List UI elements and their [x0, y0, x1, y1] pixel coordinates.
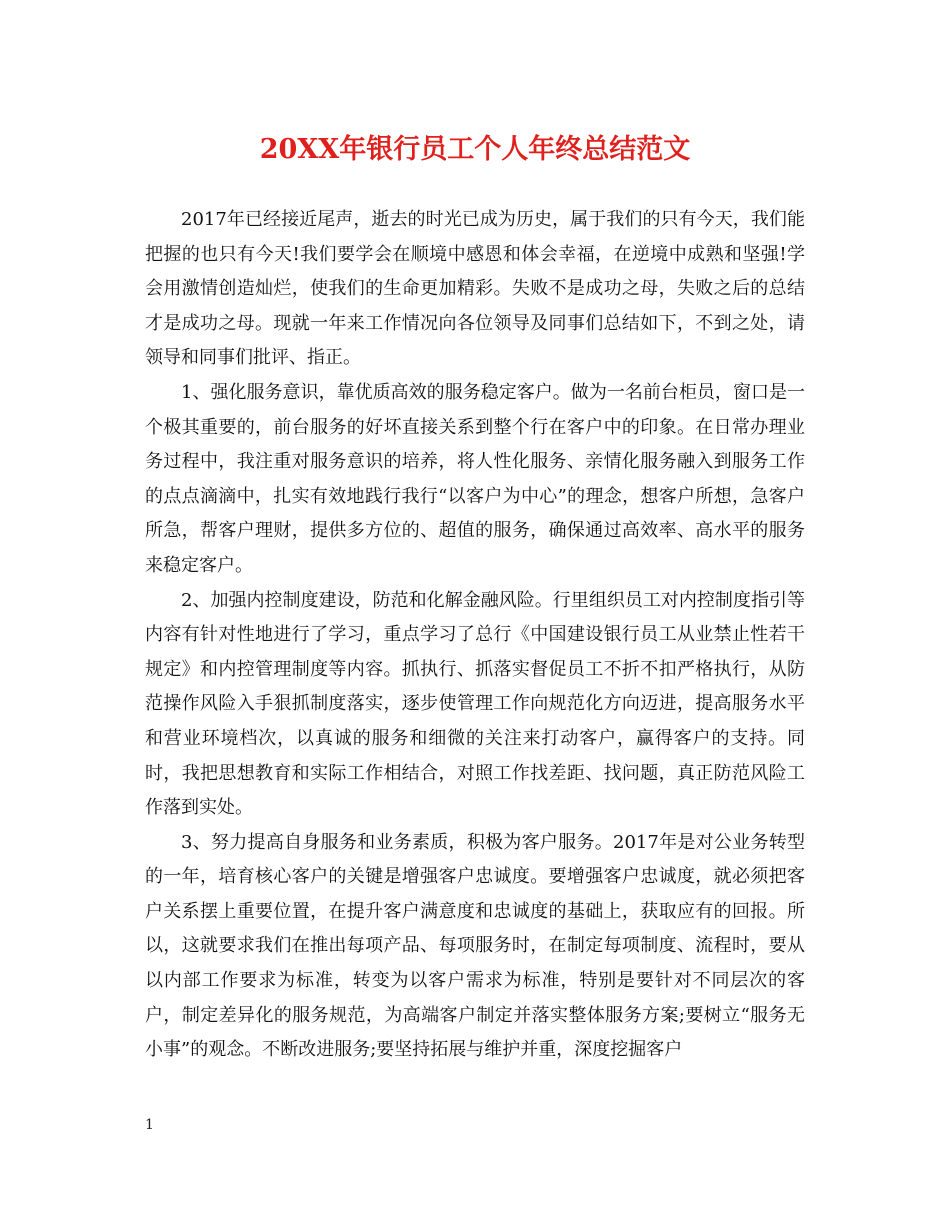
paragraph-internal-control: 2、加强内控制度建设，防范和化解金融风险。行里组织员工对内控制度指引等内容有针对性地进行了学习，重点学习了总行《中国建设银行员工从业禁止性若干规定》和内控管理制度等内容。抓执行、抓落实督促员工不折不扣严格执行，从防范操作风险入手狠抓制度落实，逐步使管理工作向规范化方向迈进，提高服务水平和营业环境档次，以真诚的服务和细微的关注来打动客户，赢得客户的支持。同时，我把思想教育和实际工作相结合，对照工作找差距、找问题，真正防范风险工作落到实处。	[145, 589, 805, 819]
page-number: 1	[145, 1117, 154, 1133]
paragraph-service-awareness: 1、强化服务意识，靠优质高效的服务稳定客户。做为一名前台柜员，窗口是一个极其重要的，前台服务的好坏直接关系到整个行在客户中的印象。在日常办理业务过程中，我注重对服务意识的培养，将人性化服务、亲情化服务融入到服务工作的点点滴滴中，扎实有效地践行我行“以客户为中心”的理念，想客户所想，急客户所急，帮客户理财，提供多方位的、超值的服务，确保通过高效率、高水平的服务来稳定客户。	[145, 381, 805, 576]
document-title: 20XX年银行员工个人年终总结范文	[259, 134, 691, 165]
paragraph-business-quality: 3、努力提高自身服务和业务素质，积极为客户服务。2017年是对公业务转型的一年，培育核心客户的关键是增强客户忠诚度。要增强客户忠诚度，就必须把客户关系摆上重要位置，在提升客户满意度和忠诚度的基础上，获取应有的回报。所以，这就要求我们在推出每项产品、每项服务时，在制定每项制度、流程时，要从以内部工作要求为标准，转变为以客户需求为标准，特别是要针对不同层次的客户，制定差异化的服务规范，为高端客户制定并落实整体服务方案;要树立“服务无小事”的观念。不断改进服务;要坚持拓展与维护并重，深度挖掘客户	[145, 831, 805, 1061]
document-body	[145, 203, 805, 1068]
paragraph-intro: 2017年已经接近尾声，逝去的时光已成为历史，属于我们的只有今天，我们能把握的也只有今天!我们要学会在顺境中感恩和体会幸福，在逆境中成熟和坚强!学会用激情创造灿烂，使我们的生命更加精彩。失败不是成功之母，失败之后的总结才是成功之母。现就一年来工作情况向各位领导及同事们总结如下，不到之处，请领导和同事们批评、指正。	[145, 209, 805, 369]
